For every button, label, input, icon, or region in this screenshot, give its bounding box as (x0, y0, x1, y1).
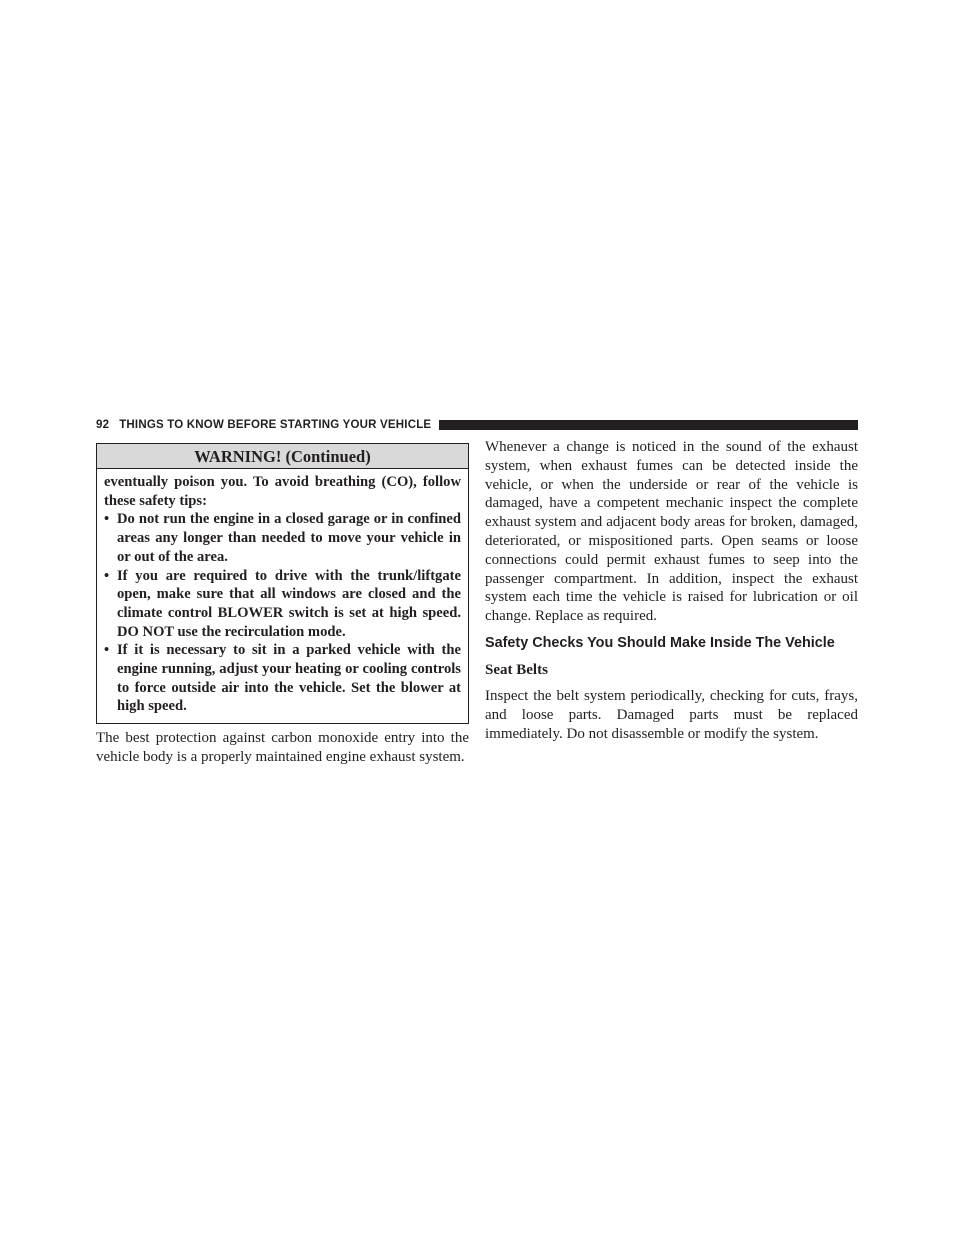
page-number: 92 (96, 419, 110, 431)
bullet-icon: • (104, 567, 110, 584)
bullet-icon: • (104, 642, 110, 659)
warning-box (96, 443, 469, 724)
left-column (96, 443, 469, 767)
warning-list (104, 510, 461, 716)
sub-heading: Seat Belts (485, 661, 548, 678)
exhaust-paragraph: Whenever a change is noticed in the sound of the exhaust system, when exhaust fumes can be detected inside the vehicle, or when the underside or rear of the vehicle is damaged, have a competent mechanic inspect the complete exhaust system and adjacent body areas for broken, damaged, deteriorated, or mispositioned parts. Open seams or loose connections could permit exhaust fumes to seep into the passenger compartment. In addition, inspect the exhaust system each time the vehicle is raised for lubrication or oil change. Replace as required. (485, 439, 858, 625)
seat-belts-paragraph: Inspect the belt system periodically, checking for cuts, frays, and loose parts. Damaged parts must be replaced immediately. Do not disassemble or modify the system. (485, 687, 858, 742)
warning-intro: eventually poison you. To avoid breathing (CO), follow these safety tips: (104, 474, 461, 509)
warning-body (97, 469, 468, 723)
bullet-icon: • (104, 511, 110, 528)
warning-item: • If it is necessary to sit in a parked vehicle with the engine running, adjust your heating or cooling controls to force outside air into the vehicle. Set the blower at high speed. (104, 642, 461, 715)
warning-item: • Do not run the engine in a closed garage or in confined areas any longer than needed to move your vehicle in or out of the area. (104, 511, 461, 565)
warning-item: • If you are required to drive with the trunk/liftgate open, make sure that all windows are closed and the climate control BLOWER switch is set at high speed. DO NOT use the recirculation mode. (104, 567, 461, 640)
page-header (96, 417, 858, 433)
right-column (485, 438, 858, 743)
chapter-title: THINGS TO KNOW BEFORE STARTING YOUR VEHICLE (119, 419, 432, 431)
header-rule (439, 420, 858, 430)
co-protection-paragraph: The best protection against carbon monoxide entry into the vehicle body is a properly maintained engine exhaust system. (96, 730, 469, 765)
warning-title: WARNING! (Continued) (97, 444, 468, 469)
section-heading: Safety Checks You Should Make Inside The Vehicle (485, 634, 835, 651)
